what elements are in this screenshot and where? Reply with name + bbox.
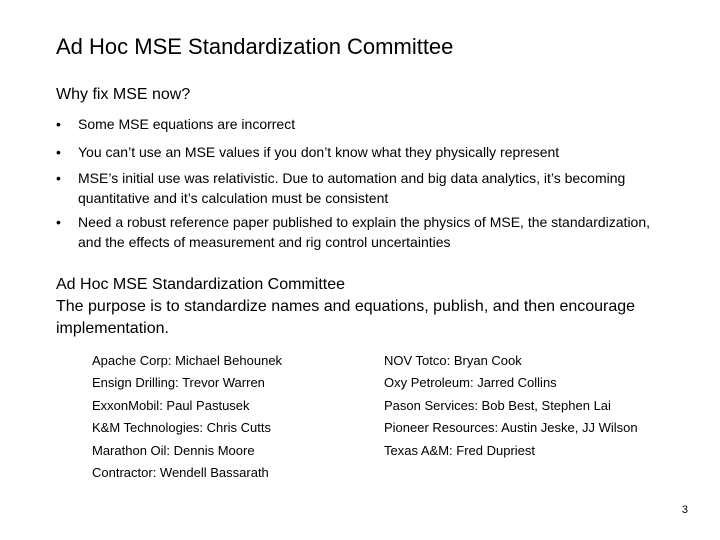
bullet-text: MSE’s initial use was relativistic. Due to automation and big data analytics, it’s becoming quantitative and it’s calculation must be consistent — [78, 170, 626, 206]
page-number: 3 — [681, 504, 688, 516]
members-right-column — [384, 350, 638, 462]
bullet-text: Need a robust reference paper published to explain the physics of MSE, the standardization, and the effects of measurement and rig control uncertainties — [78, 214, 651, 250]
members-left-column — [92, 350, 282, 484]
bullet-item — [56, 168, 676, 208]
member-entry: Pioneer Resources: Austin Jeske, JJ Wilson — [384, 420, 638, 436]
section-heading: Why fix MSE now? — [56, 86, 191, 103]
purpose-heading: Ad Hoc MSE Standardization Committee — [56, 276, 346, 293]
bullet-icon: • — [56, 214, 61, 230]
purpose-block — [56, 274, 656, 340]
member-entry: Contractor: Wendell Bassarath — [92, 465, 269, 481]
member-entry: Texas A&M: Fred Dupriest — [384, 442, 535, 458]
slide-title: Ad Hoc MSE Standardization Committee — [56, 34, 454, 59]
bullet-item — [56, 114, 676, 134]
member-entry: K&M Technologies: Chris Cutts — [92, 420, 271, 436]
bullet-text: Some MSE equations are incorrect — [78, 116, 296, 132]
purpose-text: The purpose is to standardize names and equations, publish, and then encourage implementation. — [56, 298, 636, 337]
member-entry: Marathon Oil: Dennis Moore — [92, 442, 255, 458]
member-entry: Ensign Drilling: Trevor Warren — [92, 375, 265, 391]
bullet-list — [56, 114, 676, 258]
member-entry: Apache Corp: Michael Behounek — [92, 353, 283, 368]
member-entry: NOV Totco: Bryan Cook — [384, 353, 522, 368]
member-entry: Pason Services: Bob Best, Stephen Lai — [384, 397, 611, 413]
bullet-item — [56, 212, 676, 252]
member-entry: Oxy Petroleum: Jarred Collins — [384, 375, 557, 391]
bullet-icon: • — [56, 144, 61, 160]
member-entry: ExxonMobil: Paul Pastusek — [92, 397, 250, 413]
bullet-text: You can’t use an MSE values if you don’t know what they physically represent — [78, 144, 560, 160]
bullet-icon: • — [56, 170, 61, 186]
bullet-icon: • — [56, 116, 61, 132]
bullet-item — [56, 142, 676, 162]
